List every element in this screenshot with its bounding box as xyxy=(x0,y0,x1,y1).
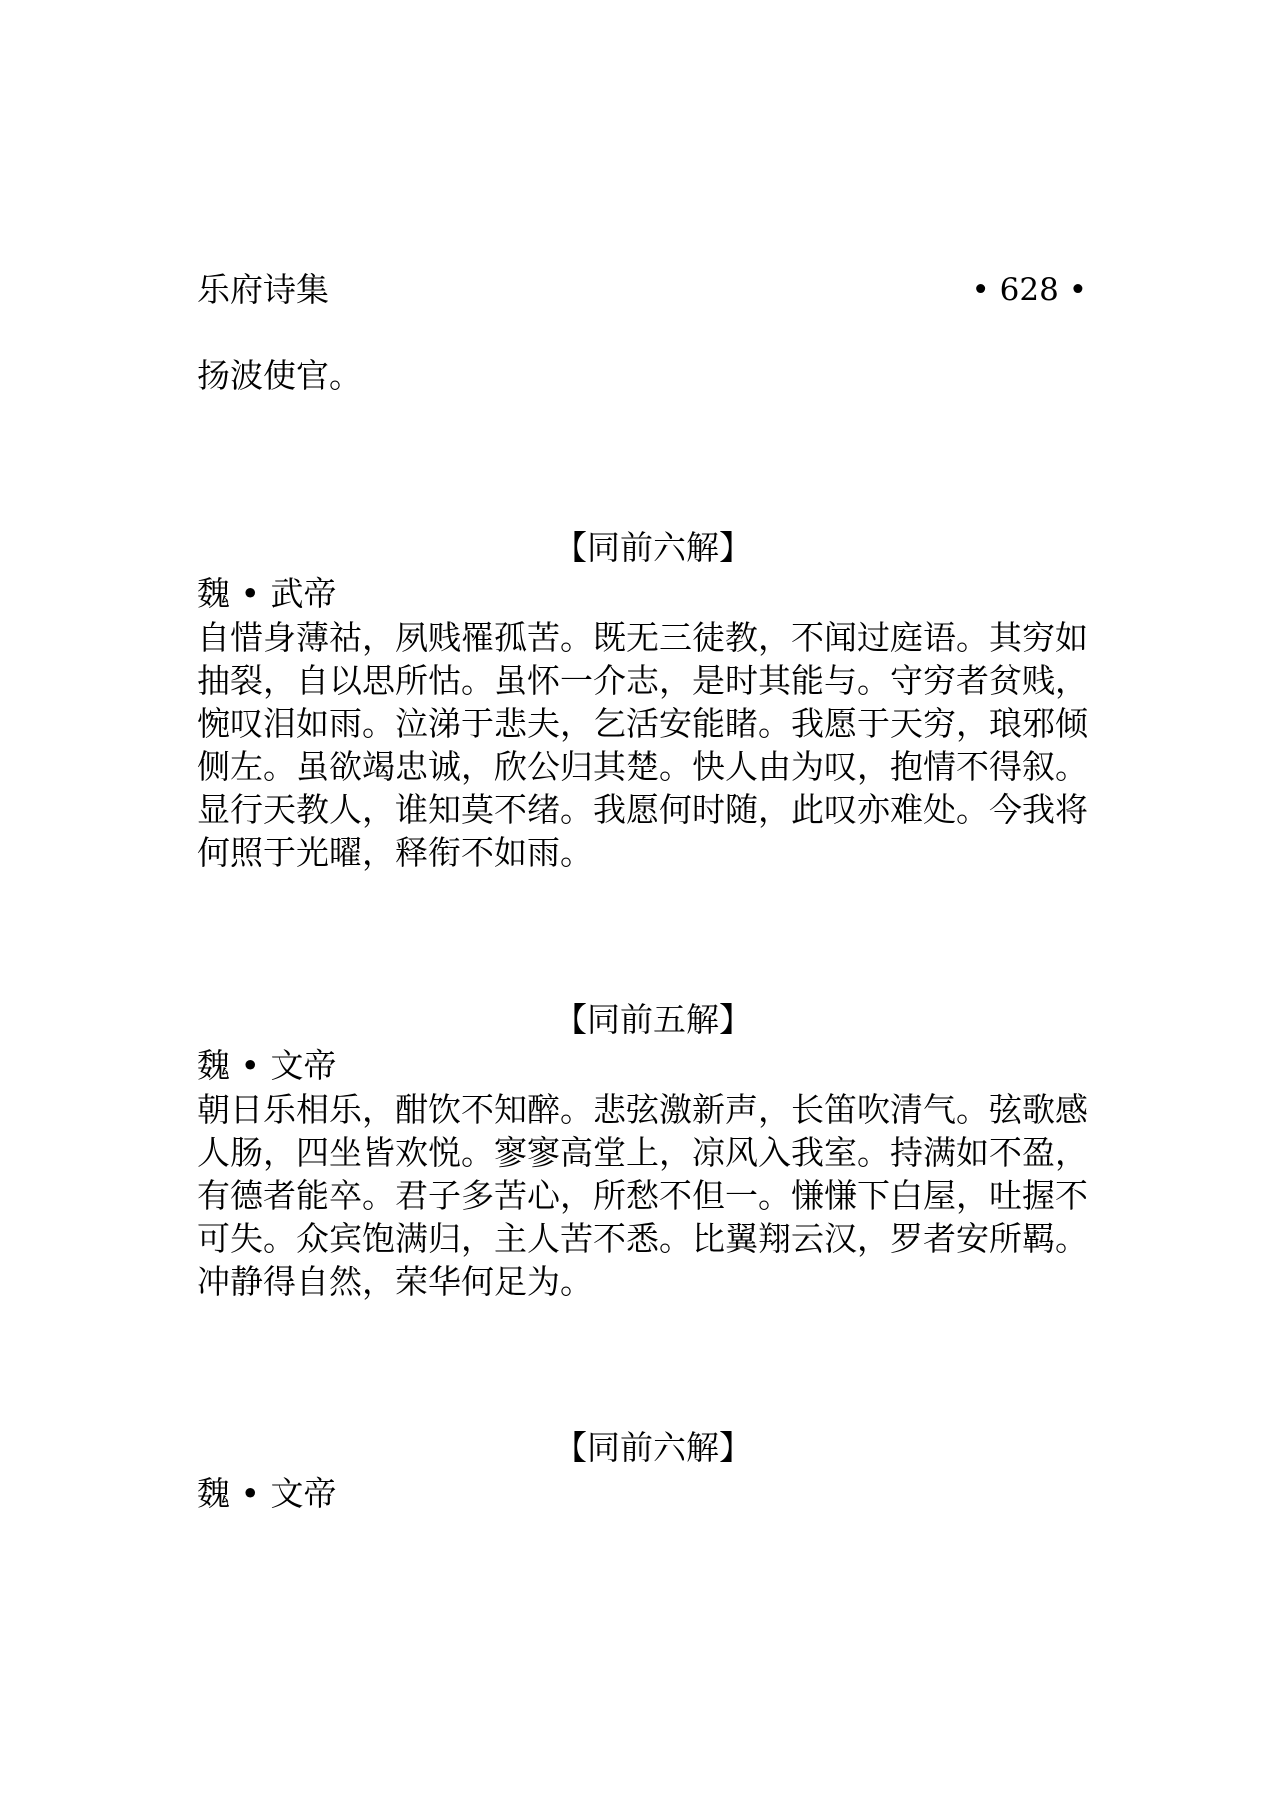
poem-line: 有德者能卒。君子多苦心，所愁不但一。慊慊下白屋，吐握不 xyxy=(197,1176,1088,1215)
poem-text xyxy=(197,616,1087,874)
poem-line: 朝日乐相乐，酣饮不知醉。悲弦激新声，长笛吹清气。弦歌感 xyxy=(197,1090,1088,1129)
poem-line: 人肠，四坐皆欢悦。寥寥高堂上，凉风入我室。持满如不盈， xyxy=(197,1133,1088,1172)
section-author: 魏 • 武帝 xyxy=(197,574,337,613)
poem-line: 冲静得自然，荣华何足为。 xyxy=(197,1262,593,1301)
continuation-text: 扬波使官。 xyxy=(197,356,362,395)
poem-line: 侧左。虽欲竭忠诚，欣公归其楚。快人由为叹，抱情不得叙。 xyxy=(197,747,1088,786)
section-title: 【同前五解】 xyxy=(554,1000,752,1039)
section-title: 【同前六解】 xyxy=(554,528,752,567)
poem-line: 何照于光曜，释衔不如雨。 xyxy=(197,833,593,872)
section-author: 魏 • 文帝 xyxy=(197,1474,337,1513)
section-author: 魏 • 文帝 xyxy=(197,1046,337,1085)
poem-line: 惋叹泪如雨。泣涕于悲夫，乞活安能睹。我愿于天穷，琅邪倾 xyxy=(197,704,1088,743)
book-title: 乐府诗集 xyxy=(197,270,329,309)
page-number: • 628 • xyxy=(971,272,1087,308)
poem-line: 抽裂，自以思所怙。虽怀一介志，是时其能与。守穷者贫贱， xyxy=(197,661,1088,700)
section-title: 【同前六解】 xyxy=(554,1428,752,1467)
poem-section xyxy=(197,1426,1087,1516)
page-header xyxy=(197,268,1087,312)
poem-section xyxy=(197,998,1087,1303)
poem-line: 可失。众宾饱满归，主人苦不悉。比翼翔云汉，罗者安所羁。 xyxy=(197,1219,1088,1258)
poem-line: 显行天教人，谁知莫不绪。我愿何时随，此叹亦难处。今我将 xyxy=(197,790,1088,829)
poem-line: 自惜身薄祜，夙贱罹孤苦。既无三徒教，不闻过庭语。其穷如 xyxy=(197,618,1088,657)
poem-section xyxy=(197,526,1087,874)
poem-text xyxy=(197,1088,1087,1303)
